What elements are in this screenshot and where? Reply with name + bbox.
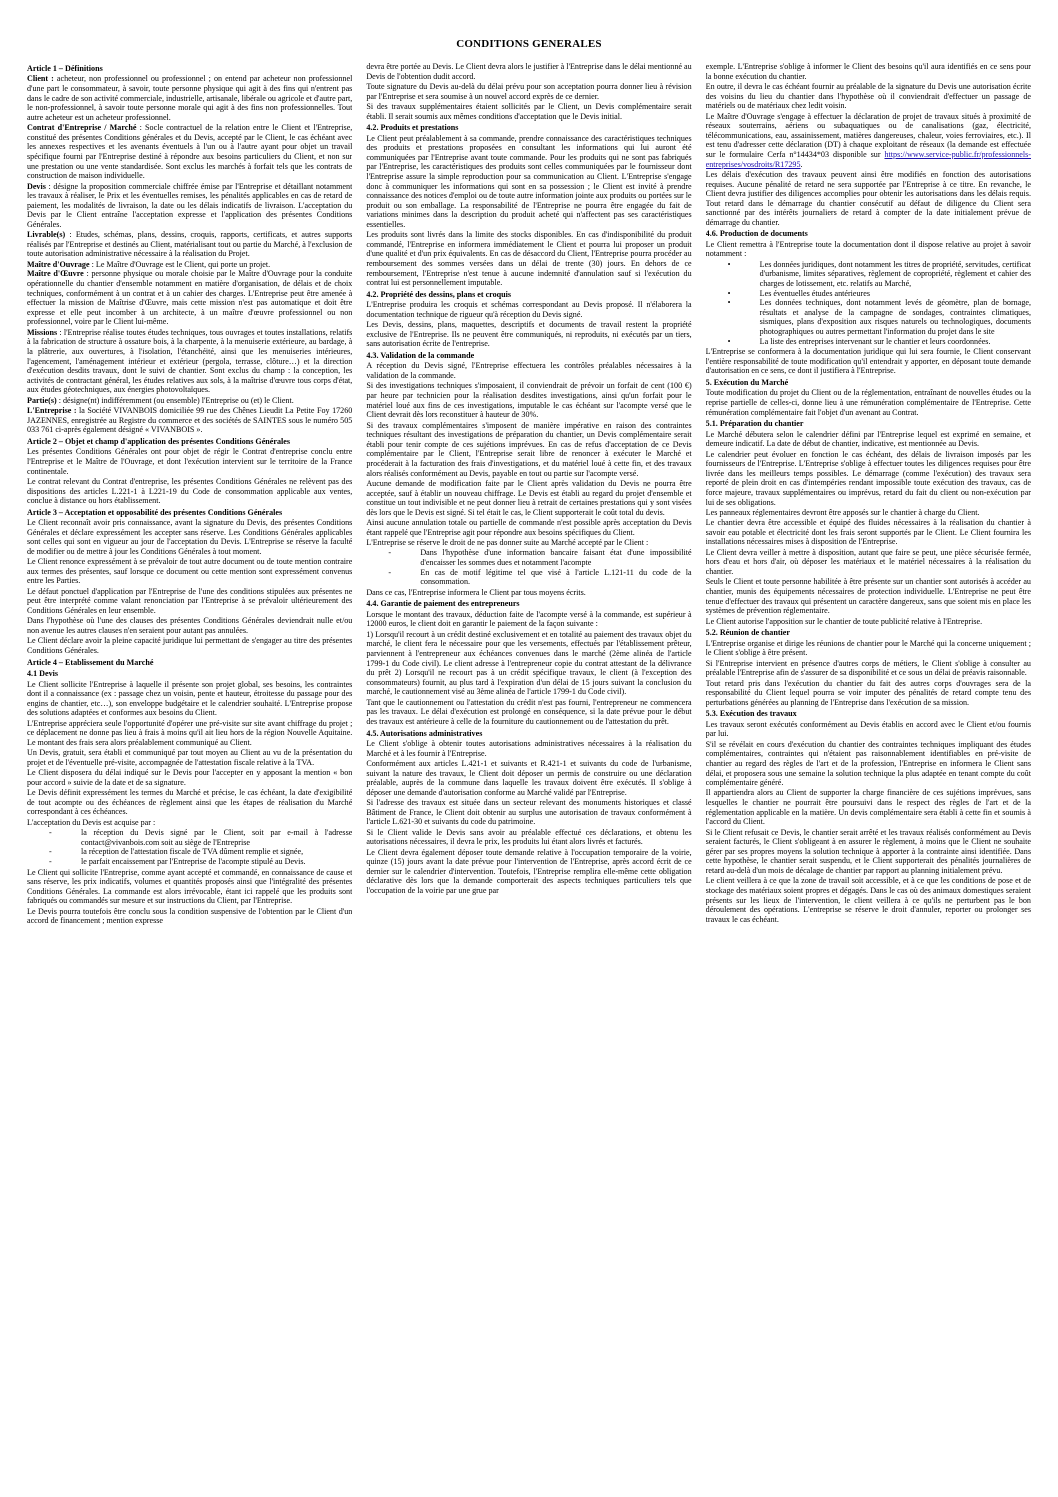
paragraph: En outre, il devra le cas échéant fournir au préalable de la signature du Devis une autorisation écrite des voisins du lieu du chantier dans l'hypothèse où il conviendrait d'effectuer un passage de matériels ou de matériaux chez ledit voisin.: [705, 81, 1031, 111]
paragraph: Lorsque le montant des travaux, déduction faite de l'acompte versé à la commande, est supérieur à 12000 euros, le client doit en garantir le paiement de la façon suivante :: [366, 609, 692, 629]
text-columns: [27, 62, 1031, 1480]
paragraph: Les présentes Conditions Générales ont pour objet de régir le Contrat d'entreprise conclu entre l'Entreprise et le Maître de l'Ouvrage, et dont l'exécution intervient sur le territoire de la France continentale.: [27, 447, 353, 476]
paragraph: Toute modification du projet du Client ou de la réglementation, entraînant de nouvelles études ou la reprise partielle de celles-ci, donne lieu à une rémunération complémentaire de l'Entreprise. Cette rémunération complémentaire fait l'objet d'un avenant au Contrat.: [705, 388, 1031, 417]
paragraph: Conformément aux articles L.421-1 et suivants et R.421-1 et suivants du code de l'urbanisme, suivant la nature des travaux, le Client doit déposer un permis de construire ou une déclaration préalable, auprès de la commune dans laquelle les travaux doivent être exécutés. Il s'oblige à déposer une demande d'autorisation conforme au Marché validé par l'Entreprise.: [366, 758, 692, 797]
paragraph: Seuls le Client et toute personne habilitée à être présente sur un chantier sont autorisés à accéder au chantier, munis des équipements nécessaires de protection individuelle. L'Entreprise ne peut être tenue d'effectuer des travaux qui présentent un caractère dangereux, sans que soient mis en place les systèmes de prévention réglementaire.: [705, 577, 1031, 616]
paragraph: Le Client devra également déposer toute demande relative à l'occupation temporaire de la voirie, quinze (15) jours avant la date prévue pour l'intervention de l'Entreprise, après accord écrit de ce dernier sur le calendrier d'intervention. Toutefois, l'Entreprise remplira elle-même cette obligation déclarative dès lors que la demande comporterait des aspects techniques particuliers tels que l'occupation de la voirie par une grue par: [366, 847, 692, 896]
list-item: • Les données juridiques, dont notamment les titres de propriété, servitudes, certificat d'urbanisme, limites séparatives, règlement de copropriété, règlement et cahier des charges de lotissement, etc. relatifs au Marché,: [740, 260, 1031, 289]
paragraph: S'il se révélait en cours d'exécution du chantier des contraintes techniques impliquant des études complémentaires, contraintes qui n'étaient pas raisonnablement identifiables en pré-visite de chantier au regard des règles de l'art et de la profession, l'Entreprise en informera le Client sans délai, et proposera sous une semaine la solution technique la plus adaptée en tenant compte du coût complémentaire généré.: [705, 739, 1031, 788]
paragraph: Les panneaux réglementaires devront être apposés sur le chantier à charge du Client.: [705, 507, 980, 517]
paragraph: exemple. L'Entreprise s'oblige à informer le Client des besoins qu'il aura identifiés en ce sens pour la bonne exécution du chantier.: [705, 62, 1031, 81]
paragraph: Le Client disposera du délai indiqué sur le Devis pour l'accepter en y apposant la mention « bon pour accord » suivie de la date et de sa signature.: [27, 768, 353, 787]
paragraph: Le client veillera à ce que la zone de travail soit accessible, et à ce que les conditions de pose et de stockage des matériaux soient propres et dégagés. Dans le cas où des animaux domestiques seraient présents sur les lieux de l'intervention, le client veillera à ce qu'ils ne perturbent pas le bon déroulement des opérations. L'entreprise se réserve le droit d'annuler, reporter ou prolonger ses travaux le cas échéant.: [705, 876, 1031, 924]
section-4-2-heading: 4.2. Produits et prestations: [366, 123, 459, 133]
section-4-1-heading: 4.1 Devis: [27, 669, 59, 679]
paragraph: Le Devis pourra toutefois être conclu sous la condition suspensive de l'obtention par le Client d'un accord de financement ; mention expresse: [27, 906, 353, 926]
paragraph: Le contrat relevant du Contrat d'entreprise, les présentes Conditions Générales ne relèvent pas des dispositions des articles L.221-1 à L221-19 du Code de consommation applicable aux ventes, conclue à distance ou hors établissement.: [27, 476, 353, 506]
refusal-reasons-list: [366, 548, 691, 586]
list-item: - Dans l'hypothèse d'une information bancaire faisant état d'une impossibilité d'encaisser les sommes dues et notamment l'acompte: [400, 548, 691, 567]
definition-maitre-ouvrage: [27, 260, 352, 327]
paragraph-text: Le Maître d'Ouvrage s'engage à effectuer la déclaration de projet de travaux situés à proximité de réseaux souterrains, aériens ou subaquatiques ou de canalisations (gaz, électricité, télécommunications, eau, assainissement, matières dangereuses, chaleur, voies ferroviaires, etc.). Il est tenu d'adresser cette déclaration (DT) à chaque exploitant de réseaux (la demande est effectuée sur le formulaire Cerfa n°14434*03 disponible sur: [705, 111, 1031, 159]
paragraph: L'Entreprise se conformera à la documentation juridique qui lui sera fournie, le Client conservant l'entière responsabilité de toute modification qu'il entendrait y apporter, en déposant toute demande d'autorisation en ce sens, ce dont il justifiera à l'Entreprise.: [705, 347, 1031, 376]
paragraph: Ainsi aucune annulation totale ou partielle de commande n'est possible après acceptation du Devis étant rappelé que l'Entreprise agit pour répondre aux besoins spécifiques du Client.: [366, 518, 692, 537]
paragraph: Si des investigations techniques s'imposaient, il conviendrait de prévoir un forfait de cent (100 €) par heure par technicien pour la réalisation desdites investigations, ainsi qu'un forfait pour le matériel loué aux fins de ces investigations, imputable le cas échéant sur l'acompte versé que le Client devrait dès lors reconstituer à hauteur de 30%.: [366, 381, 692, 420]
list-item: - le parfait encaissement par l'Entreprise de l'acompte stipulé au Devis.: [61, 857, 352, 867]
paragraph: Les Devis, dessins, plans, maquettes, descriptifs et documents de travail restent la propriété exclusive de l'Entreprise. Ils ne peuvent être communiqués, ni reproduits, ni exécutés par un tiers, sans autorisation écrite de l'entreprise.: [366, 320, 692, 349]
definition-parties: [27, 396, 352, 406]
term-contrat: Contrat d'Entreprise / Marché: [27, 123, 137, 133]
list-item: • La liste des entreprises intervenant sur le chantier et leurs coordonnées.: [740, 337, 1031, 347]
paragraph: Le Client autorise l'apposition sur le chantier de toute publicité relative à l'Entreprise.: [705, 616, 983, 626]
paragraph: Le Client renonce expressément à se prévaloir de tout autre document ou de toute mention contraire aux termes des présentes, sauf lorsque ce document ou cette mention sont expressément convenus entre les Parties.: [27, 557, 353, 586]
paragraph: Le Marché débutera selon le calendrier défini par l'Entreprise lequel est exprimé en semaine, et demeure indicatif. La date de début de chantier, indicative, est mentionnée au Devis.: [705, 429, 1031, 449]
paragraph: Le Client s'oblige à obtenir toutes autorisations administratives nécessaires à la réalisation du Marché et à les fournir à l'Entreprise.: [366, 738, 692, 758]
paragraph: Dans ce cas, l'Entreprise informera le Client par tous moyens écrits.: [366, 587, 586, 597]
definition-entreprise: [27, 406, 352, 435]
definition-text: : désigne(nt) indifféremment (ou ensemble) l'Entreprise ou (et) le Client.: [56, 395, 294, 405]
definition-text: acheteur, non professionnel ou professionnel ; on entend par acheteur non professionnel d'une part le consommateur, à savoir, toute personne physique qui agit à des fins qui n'entrent pas dans le cadre de son activité commerciale, industrielle, artisanale, libérale ou agricole et d'autre part, le non-professionnel, à savoir toute personne morale qui agit à des fins non professionnelles. Tout autre acheteur est un acheteur professionnel.: [27, 74, 353, 122]
paragraph-with-link: [706, 112, 1031, 170]
section-4-5-heading: 4.5. Autorisations administratives: [366, 728, 483, 738]
paragraph: Le défaut ponctuel d'application par l'Entreprise de l'une des conditions stipulées aux présentes ne peut être interprété comme valant renonciation par l'Entreprise à se prévaloir ultérieurement des Conditions Générales en leur ensemble.: [27, 586, 353, 616]
term-entreprise: L'Entreprise :: [27, 406, 77, 416]
paragraph: L'Entreprise appréciera seule l'opportunité d'opérer une pré-visite sur site avant chiffrage du projet ; ce déplacement ne donne pas lieu à frais à moins qu'il ait lieu hors de la région Nouvelle Aquitaine. Le montant des frais sera alors préalablement communiqué au Client.: [27, 718, 353, 747]
paragraph: Le calendrier peut évoluer en fonction le cas échéant, des délais de livraison imposés par les fournisseurs de l'Entreprise. L'Entreprise s'oblige à effectuer toutes les diligences requises pour être livrée dans les meilleurs temps possibles. Le démarrage (comme l'exécution) des travaux sera reporté de plein droit en cas d'intempéries rendant impossible toute exécution des travaux, cas de force majeure, travaux supplémentaires ou imprévus, retard du fait du client ou non-exécution par lui de ses obligations.: [705, 449, 1031, 507]
service-public-link[interactable]: https://www.service-public.fr/professionnels-entreprises/vosdroits/R17295: [705, 149, 1031, 169]
paragraph: Si le Client refusait ce Devis, le chantier serait arrêté et les travaux réalisés conformément au Devis seraient facturés, le Client s'obligeant à en assurer le règlement, à moins que le Client ne souhaite gérer par ses propres moyens la solution technique à apporter à la contrainte ainsi identifiée. Dans cette hypothèse, le chantier serait suspendu, et le Client supporterait des pénalités journalières de retard au-delà d'un mois de décalage de chantier par rapport au planning initialement prévu.: [705, 827, 1031, 876]
paragraph: Le Client déclare avoir la pleine capacité juridique lui permettant de s'engager au titre des présentes Conditions Générales.: [27, 636, 353, 655]
section-4-2-bis-heading: 4.2. Propriété des dessins, plans et croquis: [366, 289, 512, 299]
definition-client: [27, 74, 352, 122]
paragraph: Si l'Entreprise intervient en présence d'autres corps de métiers, le Client s'oblige à consulter au préalable l'Entreprise afin de s'assurer de sa disponibilité et ce sous un délai de préavis raisonnable.: [705, 658, 1031, 678]
paragraph: Si le Client valide le Devis sans avoir au préalable effectué ces déclarations, et obtenu les autorisations nécessaires, il devra le prix, les produits lui étant alors livrés et facturés.: [366, 827, 692, 847]
definition-text: : désigne la proposition commerciale chiffrée émise par l'Entreprise et détaillant notamment les travaux à réaliser, le Prix et les éventuelles remises, les pénalités applicables en cas de retard de paiement, les modalités de livraison, la date ou les délais indicatifs de livraison. L'acceptation du Devis par le Client entraîne l'acceptation expresse et l'application des présentes Conditions Générales.: [27, 181, 353, 229]
paragraph: Toute signature du Devis au-delà du délai prévu pour son acceptation pourra donner lieu à révision par l'Entreprise et sera soumise à un nouvel accord exprès de ce dernier.: [366, 81, 692, 101]
paragraph: L'acceptation du Devis est acquise par :: [27, 817, 156, 827]
column-3: [706, 62, 1031, 1480]
acceptance-conditions-list: [27, 828, 352, 866]
list-item: • Les données techniques, dont notamment levés de géomètre, plan de bornage, résultats et analyse de la campagne de sondages, contraintes climatiques, sismiques, plans d'exposition aux risques naturels ou technologiques, documents photographiques ou autres permettant l'information du projet dans le site: [740, 298, 1031, 336]
paragraph: Il appartiendra alors au Client de supporter la charge financière de ces sujétions imprévues, sans lesquelles le chantier ne pourrait être poursuivi dans le respect des règles de l'art et de la réglementation applicable en la matière. Un devis complémentaire sera établi à cette fin et soumis à l'accord du Client.: [705, 788, 1031, 827]
term-livrables: Livrable(s): [27, 230, 66, 240]
paragraph: Si des travaux complémentaires s'imposent de manière impérative en raison des contraintes techniques résultant des investigations de préparation du chantier, un Devis complémentaire serait établi pour tenir compte de ces sujétions imprévues. En cas de refus d'acceptation de ce Devis complémentaire par le Client, l'Entreprise serait libre de renoncer à exécuter le Marché et procéderait à la facturation des frais d'investigations, et du matériel loué à cette fin, et des travaux alors réalisés conformément au Devis, payable en tout ou partie sur l'acompte versé.: [366, 420, 692, 478]
definition-livrables: [27, 230, 352, 259]
list-item: - la réception du Devis signé par le Client, soit par e-mail à l'adresse contact@vivanbois.com soit au siège de l'Entreprise: [61, 828, 352, 847]
section-4-6-heading: 4.6. Production de documents: [705, 229, 808, 239]
definition-text: : Etudes, schémas, plans, dessins, croquis, rapports, certificats, et autres supports réalisés par l'Entreprise et destinés au Client, matérialisant tout ou partie du Marché, à l'exclusion de toute autorisation administrative nécessaire à la réalisation du Projet.: [27, 230, 353, 259]
paragraph: Le Client reconnaît avoir pris connaissance, avant la signature du Devis, des présentes Conditions Générales et déclare expressément les accepter sans réserve. Les Conditions Générales applicables sont celles qui sont en vigueur au jour de l'acceptation du Devis. L'Entreprise se réserve la faculté de modifier ou de mettre à jour les Conditions Générales à tout moment.: [27, 518, 353, 556]
paragraph: Le Client peut préalablement à sa commande, prendre connaissance des caractéristiques techniques des produits et prestations proposées en consultant les informations qui lui auront été communiquées par l'Entreprise avant toute commande. Pour les produits qui ne sont pas fabriqués par l'Entreprise, les caractéristiques des produits sont celles communiquées par le fournisseur dont l'Entreprise assure la simple reproduction pour sa communication au Client. L'Entreprise s'engage donc à communiquer les informations qui sont en sa possession ; le Client est invité à prendre connaissance des notices d'emploi ou de toute autre information jointe aux produits ou portées sur le produit ou son emballage. La responsabilité de l'Entreprise ne pourra être engagée du fait de variations minimes dans la description du produit acheté qui n'affectent pas ses caractéristiques essentielles.: [366, 133, 692, 229]
paragraph: L'Entreprise se réserve le droit de ne pas donner suite au Marché accepté par le Client :: [366, 538, 649, 548]
paragraph: L'Entreprise produira les croquis et schémas correspondant au Devis proposé. Il n'élaborera la documentation technique de rigueur qu'à réception du Devis signé.: [366, 300, 692, 319]
paragraph: Si des travaux supplémentaires étaient sollicités par le Client, un Devis complémentaire serait établi. Il serait soumis aux mêmes conditions d'acceptation que le Devis initial.: [366, 101, 692, 121]
definition-text: la Société VIVANBOIS domiciliée 99 rue des Chênes Lieudit La Petite Foy 17260 JAZENNES, enregistrée au Registre du commerce et des sociétés de SAINTES sous le numéro 505 033 761 ci-après également désigné « VIVANBOIS ».: [27, 406, 353, 435]
paragraph: Le Client sollicite l'Entreprise à laquelle il présente son projet global, ses besoins, les contraintes dont il a connaissance (ex : passage chez un voisin, pente et hauteur, étroitesse du passage pour des engins de chantier, etc…), son enveloppe budgétaire et le calendrier souhaité. L'Entreprise propose des solutions adaptées et conformes aux besoins du Client.: [27, 679, 353, 718]
paragraph: L'Entreprise organise et dirige les réunions de chantier pour le Marché qui la concerne uniquement ; le Client s'oblige à être présent.: [705, 638, 1031, 658]
list-item: - En cas de motif légitime tel que visé à l'article L.121-11 du code de la consommation.: [400, 568, 691, 587]
definition-contrat: [27, 123, 352, 181]
term-parties: Partie(s): [27, 395, 57, 405]
paragraph: Le Client qui sollicite l'Entreprise, comme ayant accepté et commandé, en connaissance de cause et sans réserve, les prix indicatifs, volumes et quantités proposés ainsi que l'intégralité des présentes Conditions Générales. La commande est alors irrévocable, étant ici rappelé que les produits sont fabriqués ou commandés sur mesure et sur instructions du Client, par l'Entreprise.: [27, 867, 353, 906]
section-5-1-heading: 5.1. Préparation du chantier: [705, 419, 804, 429]
document-title: CONDITIONS GENERALES: [456, 38, 602, 50]
definition-missions: [27, 328, 352, 395]
list-item: • Les éventuelles études antérieures: [740, 289, 1031, 299]
paragraph-text: .: [800, 159, 803, 169]
paragraph: Tout retard pris dans l'exécution du chantier du fait des autres corps d'ouvrages sera de la responsabilité du Client lequel pourra se voir imputer des pénalités de retard compte tenu des perturbations générées au planning de l'Entreprise dans l'exécution de sa mission.: [705, 678, 1031, 707]
column-2: [366, 62, 691, 1480]
paragraph: Les produits sont livrés dans la limite des stocks disponibles. En cas d'indisponibilité du produit commandé, l'Entreprise en informera immédiatement le Client et pourra lui proposer un produit d'une qualité et d'un prix équivalents. En cas de désaccord du Client, l'Entreprise pourra procéder au remboursement des sommes versées dans un délai de trente (30) jours. En dehors de ce remboursement, l'Entreprise n'est tenue à aucune indemnité d'annulation sauf si l'exécution du contrat lui est personnellement imputable.: [366, 230, 692, 288]
definition-text: : personne physique ou morale choisie par le Maître d'Ouvrage pour la conduite opérationnelle du chantier d'ensemble notamment en matière d'organisation, de délais et de choix techniques, conformément à un contrat et à un cahier des charges. L'Entreprise peut être amenée à effectuer la mission de Maîtrise d'Œuvre, mais cette mission n'est pas automatique et doit être expresse et elle peut incomber à un architecte, à un maître d'œuvre professionnel ou non professionnel, voire par le Client lui-même.: [27, 269, 353, 327]
paragraph: Le Client devra veiller à mettre à disposition, autant que faire se peut, une pièce sécurisée fermée, hors d'eau et hors d'air, où déposer les matériaux et le matériel nécessaires à la réalisation du chantier.: [705, 547, 1031, 577]
paragraph: Un Devis, gratuit, sera établi et communiqué par tout moyen au Client au vu de la présentation du projet et de l'éventuelle pré-visite, accompagnée de l'attestation fiscale relative à la TVA.: [27, 748, 353, 767]
paragraph: Dans l'hypothèse où l'une des clauses des présentes Conditions Générales deviendrait nulle et/ou non avenue les autres clauses n'en seraient pour autant pas annulées.: [27, 616, 353, 635]
paragraph: A réception du Devis signé, l'Entreprise effectuera les contrôles préalables nécessaires à la validation de la commande.: [366, 361, 692, 380]
section-5-2-heading: 5.2. Réunion de chantier: [705, 628, 790, 638]
paragraph: Le Client remettra à l'Entreprise toute la documentation dont il dispose relative au projet à savoir notamment :: [705, 239, 1031, 259]
term-maitre-ouvrage: Maître d'Ouvrage: [27, 259, 90, 269]
paragraph: Les travaux seront exécutés conformément au Devis établis en accord avec le Client et/ou fournis par lui.: [705, 719, 1031, 739]
section-5-3-heading: 5.3. Exécution des travaux: [705, 709, 797, 719]
section-4-4-heading: 4.4. Garantie de paiement des entrepreneurs: [366, 599, 520, 609]
list-item: - la réception de l'attestation fiscale de TVA dûment remplie et signée,: [61, 847, 352, 857]
paragraph: Aucune demande de modification faite par le Client après validation du Devis ne pourra être acceptée, sauf à établir un nouveau chiffrage. Le Devis est établi au regard du projet d'ensemble et constitue un tout indivisible et ne peut donner lieu à retrait de certaines prestations qui y sont visées dès lors que le Devis est signé. Si tel était le cas, le Client supporterait le coût total du devis.: [366, 478, 692, 517]
term-client: Client :: [27, 74, 54, 84]
definition-devis: [27, 182, 352, 230]
definition-text: : l'Entreprise réalise toutes études techniques, tous ouvrages et toutes installations, relatifs à la fabrication de structure à ossature bois, à la charpente, à la menuiserie extérieure, au bardage, à la plâtrerie, aux ouvertures, à l'isolation, l'étanchéité, ainsi que les menuiseries intérieures, l'agencement, l'aménagement intérieur et extérieur (pergola, terrasse, clôture…) et la direction d'exécution desdits travaux, dont le suivi de chantier. Sont exclus du champ : la conception, les activités de contractant général, les études relatives aux sols, à la maîtrise d'œuvre tous corps d'état, aux études géotechniques, aux énergies photovoltaïques.: [27, 327, 353, 395]
article-2-heading: Article 2 – Objet et champ d'application des présentes Conditions Générales: [27, 436, 291, 446]
paragraph: 1) Lorsqu'il recourt à un crédit destiné exclusivement et en totalité au paiement des travaux objet du marché, le client fera le nécessaire pour que les versements, effectués par l'établissement prêteur, parviennent à l'entrepreneur aux échéances convenues dans le marché (2ème alinéa de l'article 1799-1 du Code civil). Le client adresse à l'entrepreneur copie du contrat attestant de la délivrance du prêt 2) Lorsqu'il ne recourt pas à un crédit spécifique travaux, le client (à l'exception des consommateurs) fournit, au plus tard à l'expiration d'un délai de 15 jours suivant la conclusion du marché, le cautionnement visé au 3ème alinéa de l'article 1799-1 du Code civil).: [366, 629, 692, 697]
column-1: [27, 62, 352, 1480]
section-5-heading: 5. Exécution du Marché: [705, 377, 789, 387]
definition-text: : Le Maître d'Ouvrage est le Client, qui porte un projet.: [89, 259, 271, 269]
section-4-3-heading: 4.3. Validation de la commande: [366, 351, 475, 360]
article-3-heading: Article 3 – Acceptation et opposabilité des présentes Conditions Générales: [27, 507, 283, 517]
term-missions: Missions: [27, 327, 58, 337]
article-1-heading: Article 1 – Définitions: [27, 64, 103, 73]
paragraph: Si l'adresse des travaux est située dans un secteur relevant des monuments historiques et classé Bâtiment de France, le Client doit obtenir au surplus une autorisation de travaux conformément à l'article L.621-30 et suivants du code du patrimoine.: [366, 798, 692, 827]
paragraph: Tant que le cautionnement ou l'attestation du crédit n'est pas fourni, l'entrepreneur ne commencera pas les travaux. Le délai d'exécution est prolongé en conséquence, si la date prévue pour le début des travaux est antérieure à celle de la fourniture du cautionnement ou de l'attestation du prêt.: [366, 697, 692, 726]
paragraph: Les délais d'exécution des travaux peuvent ainsi être modifiés en fonction des autorisations requises. Aucune pénalité de retard ne sera supportée par l'Entreprise à ce titre. En revanche, le Client devra justifier des diligences accomplies pour obtenir les autorisations dans les délais requis. Tout retard dans le démarrage du chantier consécutif au défaut de diligence du Client sera sanctionné par des intérêts journaliers de retard à compter de la date initialement prévue de démarrage du chantier.: [705, 169, 1031, 227]
term-maitre-oeuvre: Maître d'Œuvre: [27, 269, 84, 279]
term-devis: Devis: [27, 181, 46, 191]
definition-text: : Socle contractuel de la relation entre le Client et l'Entreprise, constitué des présentes Conditions générales et du Devis, accepté par le Client, le cas échéant avec les annexes respectives et les avenants éventuels à l'un ou à l'autre ayant pour objet un travail spécifique fourni par l'Entreprise destiné à répondre aux besoins particuliers du Client, et non sur une prestation ou une vente standardisée. Sont exclus les marchés à forfait tels que les contrats de construction de maison individuelle.: [27, 123, 353, 181]
paragraph: Le Devis définit expressément les termes du Marché et précise, le cas échéant, la date d'exigibilité de tout acompte ou des échéances de règlement ainsi que les étapes de réalisation du Marché correspondant à ces échéances.: [27, 788, 353, 817]
paragraph: devra être portée au Devis. Le Client devra alors le justifier à l'Entreprise dans le délai mentionné au Devis de l'obtention dudit accord.: [366, 62, 692, 81]
article-4-heading: Article 4 – Etablissement du Marché: [27, 657, 154, 667]
paragraph: Le chantier devra être accessible et équipé des fluides nécessaires à la réalisation du chantier à savoir eau potable et électricité dont les frais seront supportés par le Client. Le Client fournira les installations nécessaires mises à disposition de l'Entreprise.: [705, 518, 1031, 547]
documentation-list: [706, 260, 1031, 346]
